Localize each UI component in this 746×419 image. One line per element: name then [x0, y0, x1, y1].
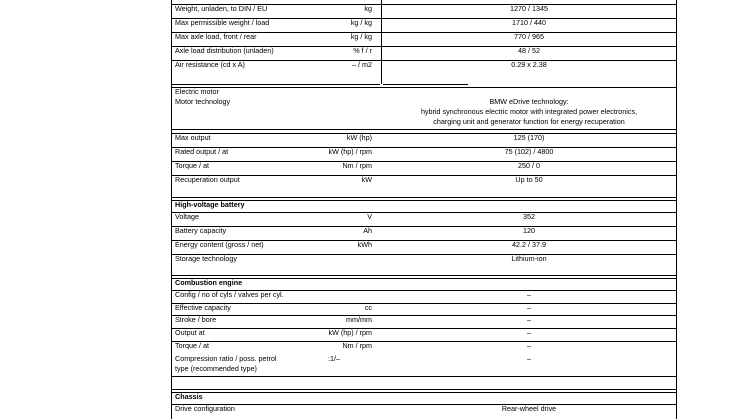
row-label: Motor technology — [175, 97, 231, 106]
separator — [383, 84, 468, 85]
table-row — [172, 32, 676, 41]
separator — [172, 84, 380, 85]
row-unit: :1/– — [328, 354, 340, 363]
row-unit: V — [367, 212, 372, 221]
column-divider — [381, 0, 382, 84]
row-unit: mm/mm — [346, 315, 372, 324]
battery-heading: High-voltage battery — [175, 200, 245, 209]
row-value: – — [527, 354, 531, 363]
table-row — [172, 60, 676, 69]
row-value: hybrid synchronous electric motor with integrated power electronics, — [420, 107, 638, 116]
row-value: 42.2 / 37.9 — [512, 240, 546, 249]
table-row — [172, 226, 676, 235]
row-value: 1710 / 440 — [512, 18, 546, 27]
row-unit: kWh — [357, 240, 372, 249]
row-label: Rated output / at — [175, 147, 229, 156]
row-unit: Nm / rpm — [342, 341, 372, 350]
row-unit: kW (hp) — [346, 133, 372, 142]
row-value: – — [527, 303, 531, 312]
row-value: 1270 / 1345 — [510, 4, 548, 13]
blank-row — [172, 379, 676, 390]
row-label: Max axle load, front / rear — [175, 32, 257, 41]
row-label: type (recommended type) — [175, 364, 257, 373]
table-row — [172, 328, 676, 337]
section-heading — [172, 200, 676, 209]
row-value: 770 / 965 — [514, 32, 544, 41]
row-unit: kg — [364, 4, 372, 13]
row-value: 48 / 52 — [518, 46, 540, 55]
row-label: Effective capacity — [175, 303, 231, 312]
section-heading — [172, 392, 676, 401]
row-unit: Ah — [363, 226, 372, 235]
table-row — [172, 147, 676, 156]
table-row — [172, 290, 676, 299]
table-row — [172, 133, 676, 142]
row-label: Drive configuration — [175, 404, 235, 413]
row-value: – — [527, 328, 531, 337]
blank-row — [172, 187, 676, 198]
table-row — [172, 97, 676, 130]
table-row — [172, 4, 676, 13]
row-value: charging unit and generator function for energy recuperation — [433, 117, 625, 126]
row-label: Stroke / bore — [175, 315, 217, 324]
section-heading — [172, 278, 676, 287]
table-row — [172, 212, 676, 221]
section-heading — [172, 87, 676, 96]
table-row — [172, 46, 676, 55]
row-unit: kW (hp) / rpm — [328, 328, 372, 337]
table-row — [172, 303, 676, 312]
table-row — [172, 341, 676, 350]
row-value: 352 — [523, 212, 535, 221]
row-unit: Nm / rpm — [342, 161, 372, 170]
row-label: Torque / at — [175, 341, 209, 350]
row-unit: kg / kg — [350, 32, 372, 41]
row-label: Battery capacity — [175, 226, 227, 235]
row-label: Weight, unladen, to DIN / EU — [175, 4, 268, 13]
row-label: Compression ratio / poss. petrol — [175, 354, 277, 363]
row-unit: kg / kg — [350, 18, 372, 27]
blank-row — [172, 265, 676, 276]
table-row — [172, 404, 676, 413]
row-label: Voltage — [175, 212, 199, 221]
table-row — [172, 354, 676, 377]
row-label: Output at — [175, 328, 205, 337]
spec-sheet — [171, 0, 677, 419]
table-row — [172, 315, 676, 324]
table-row — [172, 175, 676, 184]
row-unit: % f / r — [353, 46, 372, 55]
row-label: Air resistance (cd x A) — [175, 60, 245, 69]
row-value: 125 (170) — [513, 133, 545, 142]
row-unit: cc — [364, 303, 372, 312]
row-value: Lithium-ion — [511, 254, 547, 263]
table-row — [172, 161, 676, 170]
row-label: Energy content (gross / net) — [175, 240, 264, 249]
table-row — [172, 254, 676, 263]
table-row — [172, 18, 676, 27]
row-value: 250 / 0 — [518, 161, 540, 170]
row-label: Torque / at — [175, 161, 209, 170]
row-value: Rear-wheel drive — [501, 404, 557, 413]
combustion-heading: Combustion engine — [175, 278, 243, 287]
row-unit: – / m2 — [352, 60, 372, 69]
row-label: Config / no of cyls / valves per cyl. — [175, 290, 284, 299]
row-label: Recuperation output — [175, 175, 240, 184]
row-label: Max permissible weight / load — [175, 18, 270, 27]
row-label: Storage technology — [175, 254, 237, 263]
row-value: – — [527, 315, 531, 324]
table-row — [172, 240, 676, 249]
row-unit: kW (hp) / rpm — [328, 147, 372, 156]
row-unit: kW — [361, 175, 372, 184]
row-label: Axle load distribution (unladen) — [175, 46, 274, 55]
row-label: Max output — [175, 133, 211, 142]
chassis-heading: Chassis — [175, 392, 203, 401]
row-value: 0.29 x 2.38 — [511, 60, 547, 69]
electric-motor-heading: Electric motor — [175, 87, 219, 96]
row-value: – — [527, 341, 531, 350]
row-value: Up to 50 — [515, 175, 543, 184]
row-value: – — [527, 290, 531, 299]
row-value: BMW eDrive technology: — [489, 97, 569, 106]
row-value: 75 (102) / 4800 — [504, 147, 554, 156]
row-value: 120 — [523, 226, 535, 235]
